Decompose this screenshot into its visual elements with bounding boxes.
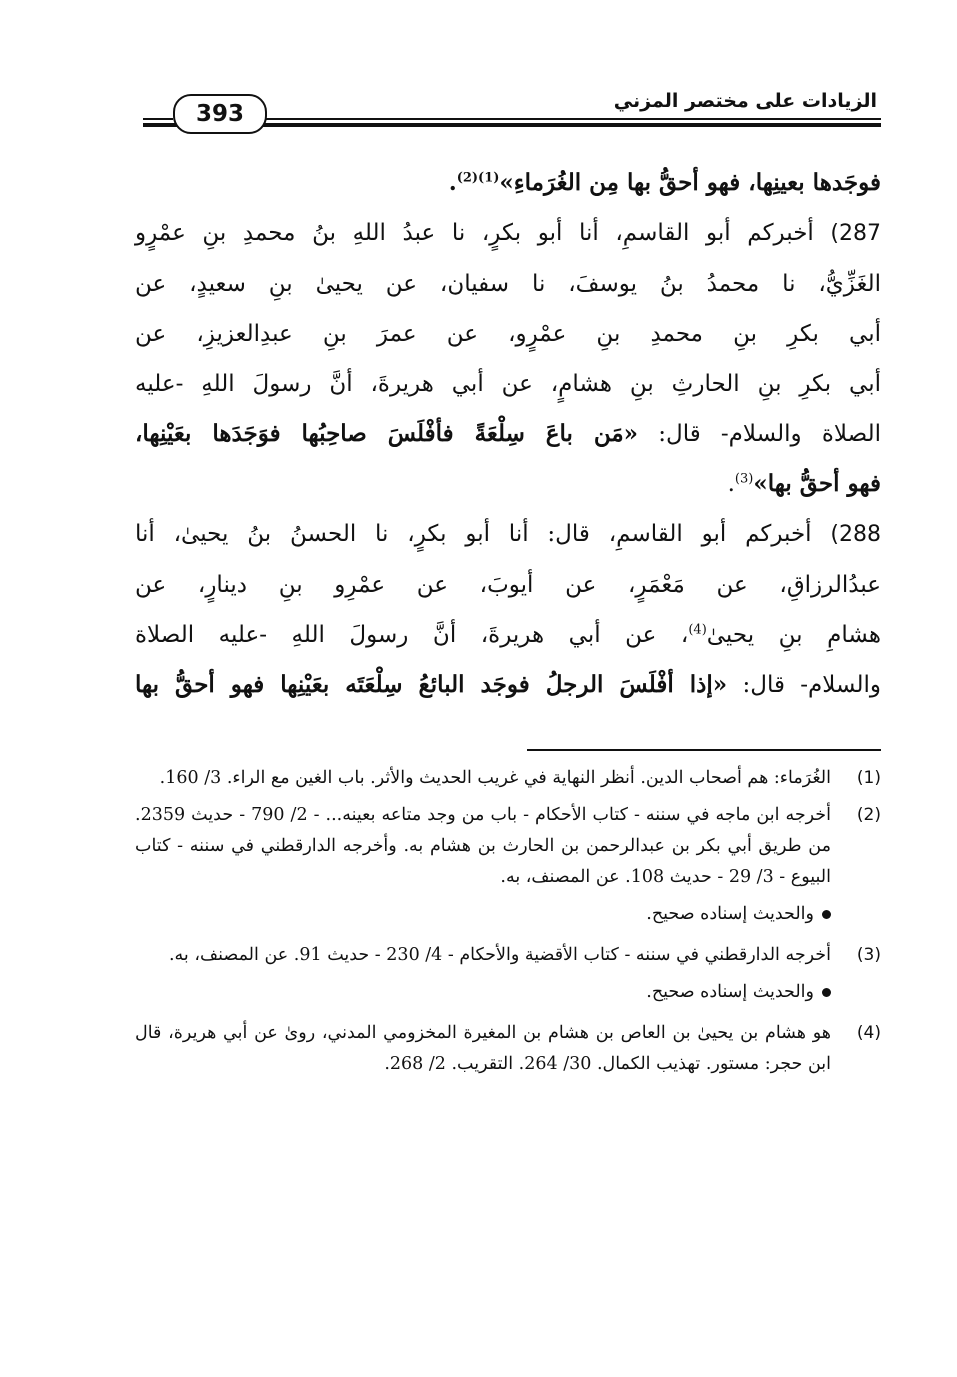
text-line: عبدُالرزاقِ، عن مَعْمَرٍ، عن أيوبَ، عن عمْرِو بنِ دينارٍ، عن (135, 572, 881, 598)
footnote-3 (135, 940, 881, 971)
footnote-text: أخرجه الدارقطني في سننه - كتاب الأقضية والأحكام - 4/ 230 - حديث 91. عن المصنف، به. (168, 945, 831, 965)
footnote-ref: (1)(2) (456, 170, 500, 186)
page-number: 393 (173, 94, 267, 134)
footnote-4 (135, 1018, 881, 1080)
hadith-entry-287 (135, 208, 881, 509)
footnote-ref: (3) (734, 471, 754, 487)
header-rule-left (143, 118, 173, 120)
text-line: 287) أخبركم أبو القاسمِ، أنا أبو بكرٍ، نا عبدُ اللهِ بنُ محمدِ بنِ عمْرٍو (135, 220, 882, 246)
main-text (135, 158, 881, 710)
running-header (143, 90, 881, 132)
footnote-1 (135, 763, 881, 794)
footnote-text: أخرجه ابن ماجه في سننه - كتاب الأحكام - باب من وجد متاعه بعينه... - 2/ 790 - حديث 2359. من طريق أبي بكر بن عبدالرحمن بن الحارث بن هشام به. وأخرجه الدارقطني في سننه - كتاب البيوع - 3/ 29 - حديث 108. عن المصنف، به. (135, 805, 831, 887)
footnotes (135, 763, 881, 1086)
footnote-number: (1) (856, 768, 881, 788)
hadith-entry-288 (135, 509, 881, 710)
entry-number: 288) (830, 522, 881, 547)
text-line: الغَزِّيُّ، نا محمدُ بنُ يوسفَ، نا سفيان، عن يحيىٰ بنِ سعيدٍ، عن (135, 271, 881, 297)
bullet-icon (822, 910, 831, 919)
footnote-2-note: والحديث إسناده صحيح. (135, 899, 881, 930)
header-rule (235, 118, 881, 120)
text-line: هشامِ بنِ يحيىٰ$^{(4)}$، عن أبي هريرةَ، أنَّ رسولَ اللهِ -عليه الصلاة (135, 622, 881, 648)
text-line: فهو أحقُّ بها»$^{(3)}$. (727, 470, 881, 497)
footnote-text: هو هشام بن يحيىٰ بن العاص بن هشام بن المغيرة المخزومي المدني، روىٰ عن أبي هريرة، قال ابن حجر: مستور. تهذيب الكمال. 30/ 264. التقريب. 2/ 268. (135, 1023, 831, 1074)
footnote-number: (2) (856, 805, 881, 825)
footnote-number: (4) (856, 1023, 881, 1043)
text-line: أبي بكرِ بنِ محمدِ بنِ عمْرٍو، عن عمرَ بنِ عبدِالعزيزِ، عن (135, 321, 881, 347)
footnote-text: الغُرَماء: هم أصحاب الدين. أنظر النهاية في غريب الحديث والأثر. باب الغين مع الراء. 3/ 160. (159, 768, 831, 788)
text-line: فوجَدها بعينِها، فهو أحقُّ بها مِن الغُرَماءِ»$^{(1)(2)}$. (448, 169, 881, 196)
text-line: والسلام- قال: «إذا أفْلَسَ الرجلُ فوجَد البائعُ سِلْعَتَه بعَيْنِها فهو أحقُّ بها (135, 671, 882, 698)
text-line: الصلاة والسلام- قال: «مَن باعَ سِلْعَةً فأفْلَسَ صاحِبُها فوَجَدَها بعَيْنِها، (135, 420, 881, 447)
book-title: الزيادات على مختصر المزني (608, 90, 877, 112)
footnote-ref: (4) (688, 622, 707, 638)
bullet-icon (822, 988, 831, 997)
footnote-3-note: والحديث إسناده صحيح. (135, 977, 881, 1008)
continuation-paragraph (135, 158, 881, 208)
footnote-2 (135, 800, 881, 893)
text-line: أبي بكرِ بنِ الحارثِ بنِ هشامٍ، عن أبي هريرةَ، أنَّ رسولَ اللهِ -عليه (135, 371, 881, 397)
entry-number: 287) (830, 221, 882, 246)
footnote-separator (527, 749, 881, 751)
footnote-number: (3) (856, 945, 881, 965)
text-line: 288) أخبركم أبو القاسمِ، قال: أنا أبو بكرٍ، نا الحسنُ بنُ يحيىٰ، أنا (135, 521, 881, 547)
